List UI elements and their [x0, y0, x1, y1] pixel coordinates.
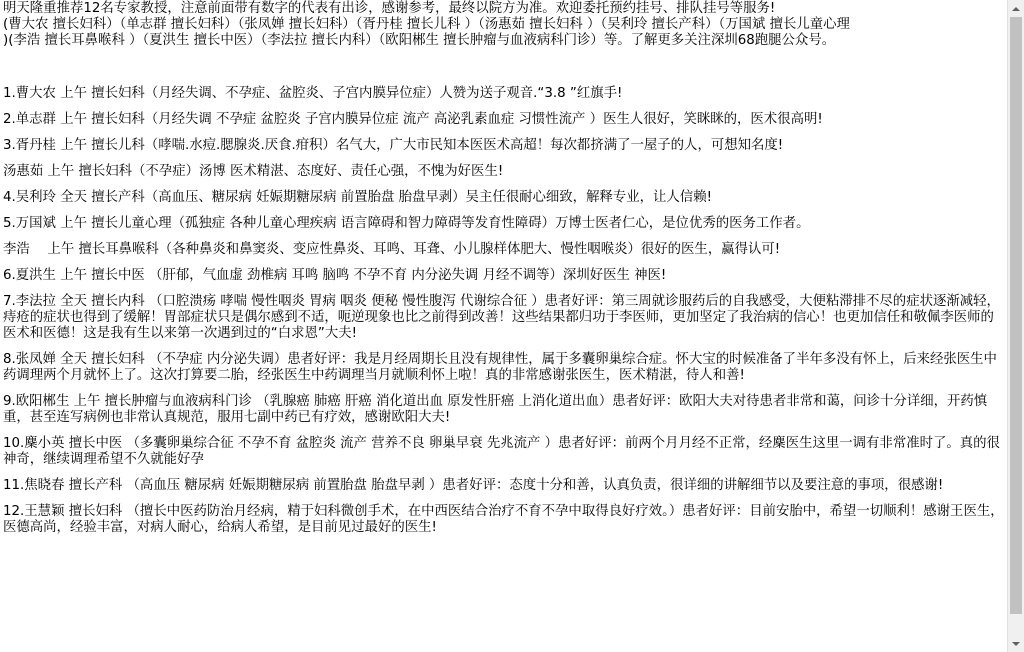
- doctor-entry: 12.王慧颖 擅长妇科 （擅长中医药防治月经病，精于妇科微创手术，在中西医结合治疗不育不孕中取得良好疗效。）患者好评：目前安胎中，希望一切顺利！感谢王医生，医德高尚，经验丰富，对病人耐心，给病人希望，是目前见过最好的医生!: [3, 504, 1004, 535]
- doctor-entry: 4.吴利玲 全天 擅长产科（高血压、糖尿病 妊娠期糖尿病 前置胎盘 胎盘早剥）吴主任很耐心细致，解释专业，让人信赖!: [3, 190, 712, 205]
- vertical-scrollbar[interactable]: [1007, 0, 1024, 652]
- doctor-entry: 2.单志群 上午 擅长妇科（月经失调 不孕症 盆腔炎 子宫内膜异位症 流产 高泌乳素血症 习惯性流产 ）医生人很好，笑眯眯的，医术很高明!: [3, 112, 823, 127]
- doctor-entry: 7.李法拉 全天 擅长内科 （口腔溃疡 哮喘 慢性咽炎 胃病 咽炎 便秘 慢性腹泻 代谢综合征 ）患者好评：第三周就诊服药后的自我感受，大便粘滞排不尽的症状逐渐减轻，痔疮的症状也得到了缓解！胃部症状只是偶尔感到不适，呃逆现象也比之前得到改善！这些结果都归功于李医师，更加坚定了我治病的信心！也更加信任和敬佩李医师的医术和医德！这是我有生以来第一次遇到过的“白求恩”大夫!: [3, 294, 1000, 341]
- arrow-down-icon: [1012, 642, 1020, 646]
- doctor-entry: 5.万国斌 上午 擅长儿童心理（孤独症 各种儿童心理疾病 语言障碍和智力障碍等发育性障碍）万博士医者仁心，是位优秀的医务工作者。: [3, 216, 810, 231]
- doctor-entry: 李浩 上午 擅长耳鼻喉科（各种鼻炎和鼻窦炎、变应性鼻炎、耳鸣、耳聋、小儿腺样体肥大、慢性咽喉炎）很好的医生，赢得认可!: [3, 242, 781, 257]
- arrow-up-icon: [1012, 7, 1020, 11]
- intro-line-2: (曹大农 擅长妇科）（单志群 擅长妇科）（张凤婵 擅长妇科）（胥丹桂 擅长儿科 ）（汤惠茹 擅长妇科 ）（吴利玲 擅长产科）（万国斌 擅长儿童心理: [3, 17, 850, 32]
- doctor-entry: 9.欧阳郴生 上午 擅长肿瘤与血液病科门诊 （乳腺癌 肺癌 肝癌 消化道出血 原发性肝癌 上消化道出血）患者好评：欧阳大夫对待患者非常和蔼，问诊十分详细，开药慎重，甚至连写病例也非常认真规范，服用七副中药已有疗效，感谢欧阳大夫!: [3, 394, 988, 425]
- doctor-entry: 汤惠茹 上午 擅长妇科（不孕症）汤博 医术精湛、态度好、责任心强，不愧为好医生!: [3, 164, 504, 179]
- intro-line-1: 明天隆重推荐12名专家教授，注意前面带有数字的代表有出诊，感谢参考，最终以院方为准。欢迎委托预约挂号、排队挂号等服务!: [3, 1, 776, 16]
- doctor-entry: 10.麇小英 擅长中医 （多囊卵巢综合征 不孕不育 盆腔炎 流产 营养不良 卵巢早衰 先兆流产 ）患者好评：前两个月月经不正常，经麇医生这里一调有非常准时了。真的很神奇，继续调理希望不久就能好孕: [3, 436, 1000, 467]
- scroll-up-button[interactable]: [1008, 0, 1024, 17]
- doctor-entry: 1.曹大农 上午 擅长妇科（月经失调、不孕症、盆腔炎、子宫内膜异位症）人赞为送子观音.“3.8 ”红旗手!: [3, 86, 623, 101]
- scrollbar-thumb[interactable]: [1010, 17, 1022, 614]
- intro-line-3: )(李浩 擅长耳鼻喉科 ）（夏洪生 擅长中医）（李法拉 擅长内科）（欧阳郴生 擅长肿瘤与血液病科门诊）等。了解更多关注深圳68跑腿公众号。: [3, 33, 836, 48]
- doctor-entry: 6.夏洪生 上午 擅长中医 （肝郁，气血虚 劲椎病 耳鸣 脑鸣 不孕不育 内分泌失调 月经不调等）深圳好医生 神医!: [3, 268, 667, 283]
- scroll-down-button[interactable]: [1008, 635, 1024, 652]
- doctor-entry: 11.焦晓春 擅长产科 （高血压 糖尿病 妊娠期糖尿病 前置胎盘 胎盘早剥 ）患者好评：态度十分和善，认真负责，很详细的讲解细节以及要注意的事项，很感谢!: [3, 478, 944, 493]
- doctor-entry: 8.张凤婵 全天 擅长妇科 （不孕症 内分泌失调）患者好评：我是月经周期长且没有规律性，属于多囊卵巢综合症。怀大宝的时候准备了半年多没有怀上，后来经张医生中药调理两个月就怀上了。这次打算要二胎，经张医生中药调理当月就顺利怀上啦！真的非常感谢张医生，医术精湛，待人和善!: [3, 352, 997, 383]
- doctor-entry: 3.胥丹桂 上午 擅长儿科（哮喘.水痘.腮腺炎.厌食.疳积）名气大，广大市民知本医医术高超！每次都挤满了一屋子的人，可想知名度!: [3, 138, 784, 153]
